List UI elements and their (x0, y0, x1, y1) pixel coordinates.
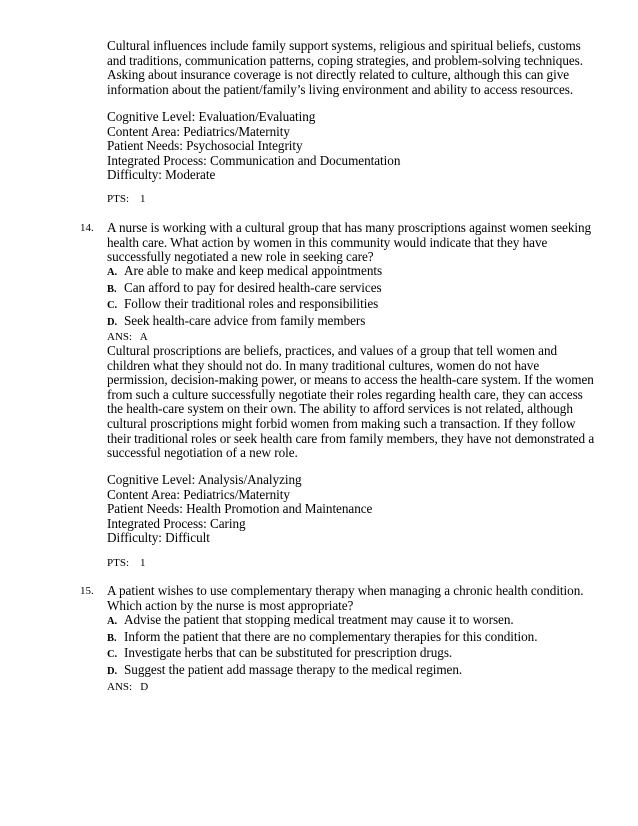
rationale-line: and traditions, communication patterns, coping strategies, and problem-solving techniques. (107, 52, 584, 68)
choice-text: Investigate herbs that can be substituted for prescription drugs. (124, 645, 453, 661)
q13-meta (107, 110, 587, 183)
rationale-line: Asking about insurance coverage is not directly related to culture, although this can give (107, 67, 570, 83)
choice-letter: C. (107, 649, 118, 661)
patient-needs: Patient Needs: Psychosocial Integrity (107, 138, 303, 154)
q13-rationale (107, 39, 587, 97)
rationale-line: cultural proscriptions might forbid women from making such a transaction. If they follow (107, 415, 576, 431)
difficulty: Difficulty: Difficult (107, 530, 210, 546)
choice-letter: A. (107, 616, 118, 627)
choice-text: Inform the patient that there are no complementary therapies for this condition. (124, 628, 538, 644)
choice-b (107, 281, 587, 298)
choice-letter: C. (107, 300, 118, 312)
q14-choices (107, 264, 587, 330)
choice-a (107, 613, 587, 630)
q14-stem (107, 220, 592, 265)
rationale-line: Cultural proscriptions are beliefs, practices, and values of a group that tell women and (107, 343, 558, 358)
q15-number: 15. (80, 585, 94, 597)
choice-text: Can afford to pay for desired health-care services (124, 279, 382, 295)
rationale-line: their traditional roles or seek health care from family members, they have not demonstrated a (107, 430, 595, 446)
choice-d (107, 314, 587, 331)
stem-line: Which action by the nurse is most appropriate? (107, 597, 354, 613)
choice-letter: D. (107, 665, 118, 677)
choice-c (107, 646, 587, 663)
difficulty: Difficulty: Moderate (107, 167, 216, 183)
choice-text: Follow their traditional roles and responsibilities (124, 296, 379, 312)
q14-rationale (107, 343, 595, 461)
rationale-line: successful negotiation of a new role. (107, 445, 298, 461)
choice-b (107, 630, 587, 647)
q14-number: 14. (80, 222, 94, 234)
cognitive-level: Cognitive Level: Evaluation/Evaluating (107, 109, 316, 124)
content-area: Content Area: Pediatrics/Maternity (107, 486, 290, 502)
choice-a (107, 264, 587, 281)
content-area: Content Area: Pediatrics/Maternity (107, 123, 290, 139)
rationale-line: the health-care system on their own. The ability to afford services is not related, although (107, 401, 573, 417)
choice-letter: B. (107, 283, 117, 295)
q14-answer: ANS: A (107, 331, 148, 343)
choice-text: Suggest the patient add massage therapy to the medical regimen. (124, 661, 463, 677)
q14-meta (107, 473, 587, 546)
choice-text: Are able to make and keep medical appointments (124, 263, 383, 278)
q14-pts: PTS: 1 (107, 557, 146, 569)
q15-stem (107, 584, 587, 613)
choice-c (107, 297, 587, 314)
choice-text: Advise the patient that stopping medical treatment may cause it to worsen. (124, 612, 514, 627)
rationale-line: Cultural influences include family support systems, religious and spiritual beliefs, customs (107, 38, 581, 53)
q15-choices (107, 613, 587, 679)
choice-d (107, 663, 587, 680)
integrated-process: Integrated Process: Communication and Documentation (107, 152, 401, 168)
rationale-line: information about the patient/family’s living environment and ability to access resources. (107, 81, 574, 97)
choice-letter: D. (107, 316, 118, 328)
cognitive-level: Cognitive Level: Analysis/Analyzing (107, 472, 302, 487)
stem-line: health care. What action by women in this community would indicate that they have (107, 234, 548, 250)
stem-line: A nurse is working with a cultural group that has many proscriptions against women seeking (107, 220, 592, 235)
choice-letter: B. (107, 632, 117, 644)
rationale-line: from such a culture successfully negotiate their roles regarding health care, they can access (107, 386, 583, 402)
patient-needs: Patient Needs: Health Promotion and Maintenance (107, 501, 373, 517)
stem-line: successfully negotiated a new role in seeking care? (107, 249, 374, 265)
integrated-process: Integrated Process: Caring (107, 515, 246, 531)
rationale-line: children what they should not do. In many traditional cultures, women do not have (107, 357, 540, 373)
q13-pts: PTS: 1 (107, 193, 146, 205)
rationale-line: permission, decision-making power, or means to access the health-care system. If the women (107, 372, 594, 388)
choice-letter: A. (107, 267, 118, 278)
stem-line: A patient wishes to use complementary therapy when managing a chronic health condition. (107, 583, 584, 598)
choice-text: Seek health-care advice from family members (124, 312, 366, 328)
q15-answer: ANS: D (107, 681, 149, 693)
